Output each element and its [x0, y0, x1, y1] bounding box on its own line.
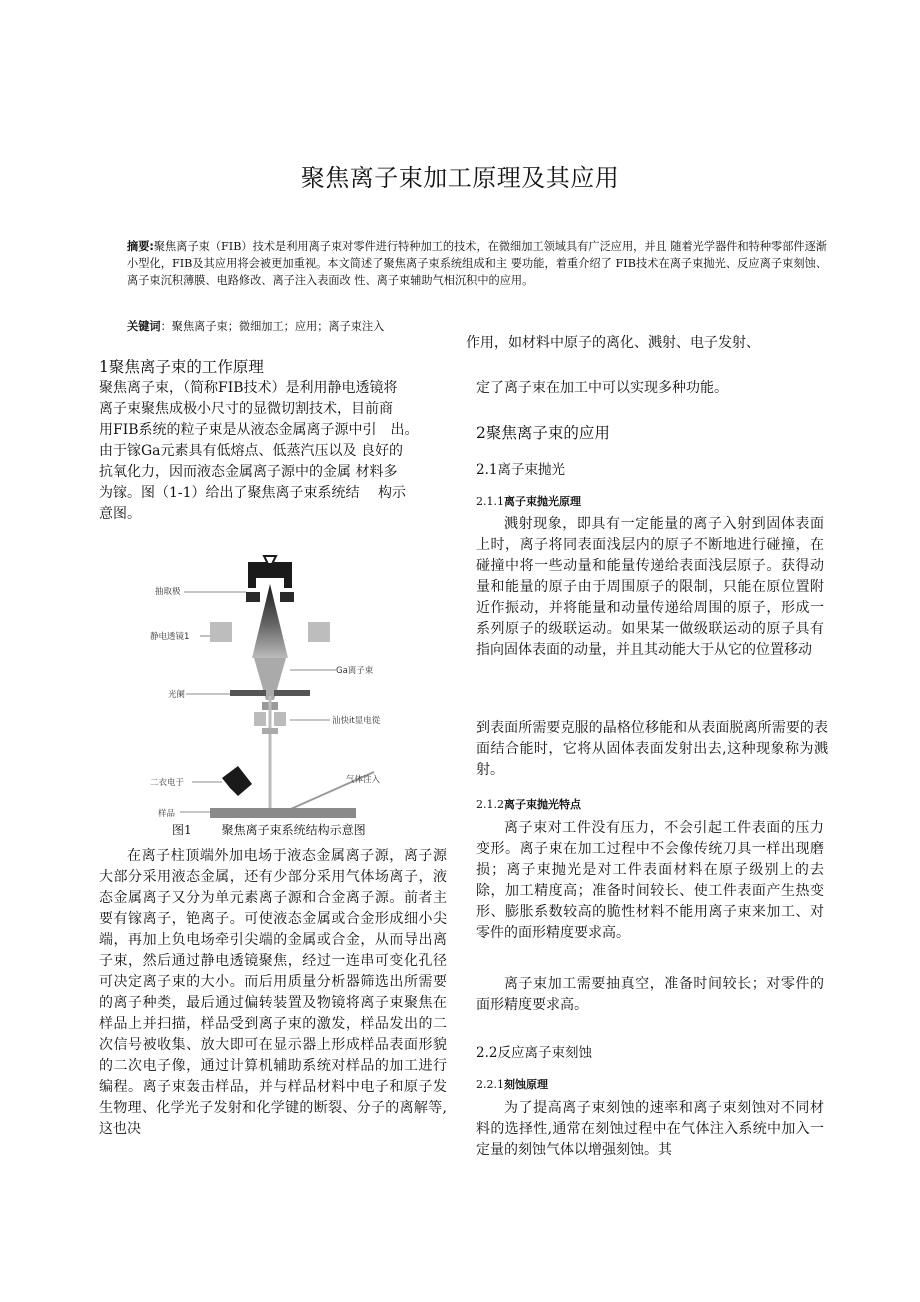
section-2-heading: 2聚焦离子束的应用 — [476, 424, 610, 442]
text-line: 聚焦离子束，（简称FIB技术）是利用静电透镜将 — [99, 380, 398, 396]
fib-diagram — [150, 550, 450, 820]
abstract-label: 摘要: — [127, 240, 154, 253]
text-line: 意图。 — [99, 506, 141, 522]
section-2-2-heading: 2.2反应离子束刻蚀 — [476, 1045, 592, 1061]
electrostatic-lens — [210, 622, 232, 642]
sputtering-paragraph-continued: 到表面所需要克服的晶格位移能和从表面脱离所需要的表面结合能时，它将从固体表面发射出去,这种现象称为溅射。 — [476, 720, 828, 778]
secondary-electron-detector — [222, 766, 252, 796]
abstract — [127, 238, 827, 289]
text-line: 用FIB系统的粒子束是从液态金属离子源中引 出。 — [99, 422, 419, 438]
keywords-label: 关键词 — [127, 320, 161, 333]
label-gas: 气体注入 — [346, 775, 381, 785]
section-2-2-1-heading: 2.2.1刻蚀原理 — [476, 1078, 548, 1091]
extractor-plate — [246, 592, 260, 602]
deflector — [254, 712, 266, 726]
abstract-text: 聚焦离子束（FIB）技术是利用离子束对零件进行特种加工的技术，在微细加工领域具有广泛应用，并且 随着光学器件和特种零部件逐渐小型化，FIB及其应用将会被更加重视。本文简述了聚焦离子束系统组成和主 要功能，着重介绍了 FIB技术在离子束抛光、反应离子束刻蚀、离子束沉积薄膜、电路修改、离子注入表面改 性、离子束辅助气相沉积中的应用。 — [127, 240, 827, 287]
sputtering-paragraph: 溅射现象，即具有一定能量的离子入射到固体表面上时，离子将同表面浅层内的原子不断地进行碰撞，在碰撞中将一些动量和能量传递给表面浅层原子。获得动量和能量的原子由于周围原子的限制，只能在原位置附近作振动，并将能量和动量传递给周围的原子，形成一系列原子的级联运动。如果某一做级联运动的原子具有指向固体表面的动量，并且其动能大于从它的位置移动 — [476, 516, 824, 658]
text-line: 定了离子束在加工中可以实现多种功能。 — [476, 380, 728, 396]
label-deflector: 汕快it显电從 — [332, 716, 381, 726]
label-sample: 样品 — [158, 809, 176, 819]
section-1-paragraph — [99, 378, 459, 525]
text-line: 抗氧化力，因而液态金属离子源中的金属 材料多 — [99, 464, 398, 480]
label-lens1: 静电透镜1 — [150, 632, 190, 642]
aperture — [230, 690, 266, 696]
keywords-text: ：聚焦离子束；微细加工；应用；离子束注入 — [160, 320, 385, 333]
polishing-features-paragraph-2: 离子束加工需要抽真空，准备时间较长；对零件的面形精度要求高。 — [476, 976, 824, 1013]
text-line: 作用，如材料中原子的离化、溅射、电子发射、 — [466, 335, 760, 351]
section-2-1-1-heading: 2.1.1离子束抛光原理 — [476, 495, 581, 508]
text-line: 离子束聚焦成极小尺寸的显微切割技术，目前商 — [99, 401, 393, 417]
label-aperture: 光阑 — [168, 690, 186, 700]
figure-caption: 图1 聚焦离子束系统结构示意图 — [172, 823, 366, 837]
label-extractor: 抽取极 — [155, 587, 181, 597]
text-line: 为镓。图（1-1）给出了聚焦离子束系统结 构示 — [99, 485, 406, 501]
section-2-1-2-heading: 2.1.2离子束抛光特点 — [476, 798, 581, 811]
section-1-paragraph-2: 在离子柱顶端外加电场于液态金属离子源，离子源大部分采用液态金属，还有少部分采用气体场离子，液态金属离子又分为单元素离子源和合金离子源。前者主要有镓离子，铯离子。可使液态金属或合金形成细小尖端，再加上负电场牵引尖端的金属或合金，从而导出离子束，然后通过静电透镜聚焦，经过一连串可变化孔径可决定离子束的大小。而后用质量分析器筛选出所需要的离子种类，最后通过偏转装置及物镜将离子束聚焦在样品上并扫描，样品受到离子束的激发，样品发出的二次信号被收集、放大即可在显示器上形成样品表面形貌的二次电子像，通过计算机辅助系统对样品的加工进行编程。离子束轰击样品，并与样品材料中电子和原子发生物理、化学光子发射和化学键的断裂、分子的离解等,这也决 — [99, 848, 447, 1137]
sample — [210, 808, 356, 818]
label-secondary: 二衣电于 — [150, 778, 185, 788]
section-2-1-heading: 2.1离子束抛光 — [476, 462, 565, 478]
page-title: 聚焦离子束加工原理及其应用 — [300, 164, 620, 192]
polishing-features-paragraph: 离子束对工件没有压力，不会引起工件表面的压力变形。离子束在加工过程中不会像传统刀具一样出现磨损；离子束抛光是对工件表面材料在原子级别上的去除，加工精度高；准备时间较长、使工件表面产生热变形、膨胀系数较高的脆性材料不能用离子束来加工、对零件的面形精度要求高。 — [476, 820, 824, 941]
label-beam: Ga离子束 — [336, 666, 374, 676]
etching-paragraph: 为了提高离子束刻蚀的速率和离子束刻蚀对不同材料的选择性,通常在刻蚀过程中在气体注入系统中加入一定量的刻蚀气体以增强刻蚀。其 — [476, 1100, 824, 1158]
section-1-heading: 1聚焦离子束的工作原理 — [99, 358, 264, 376]
text-line: 由于镓Ga元素具有低熔点、低蒸汽压以及 良好的 — [99, 443, 403, 459]
